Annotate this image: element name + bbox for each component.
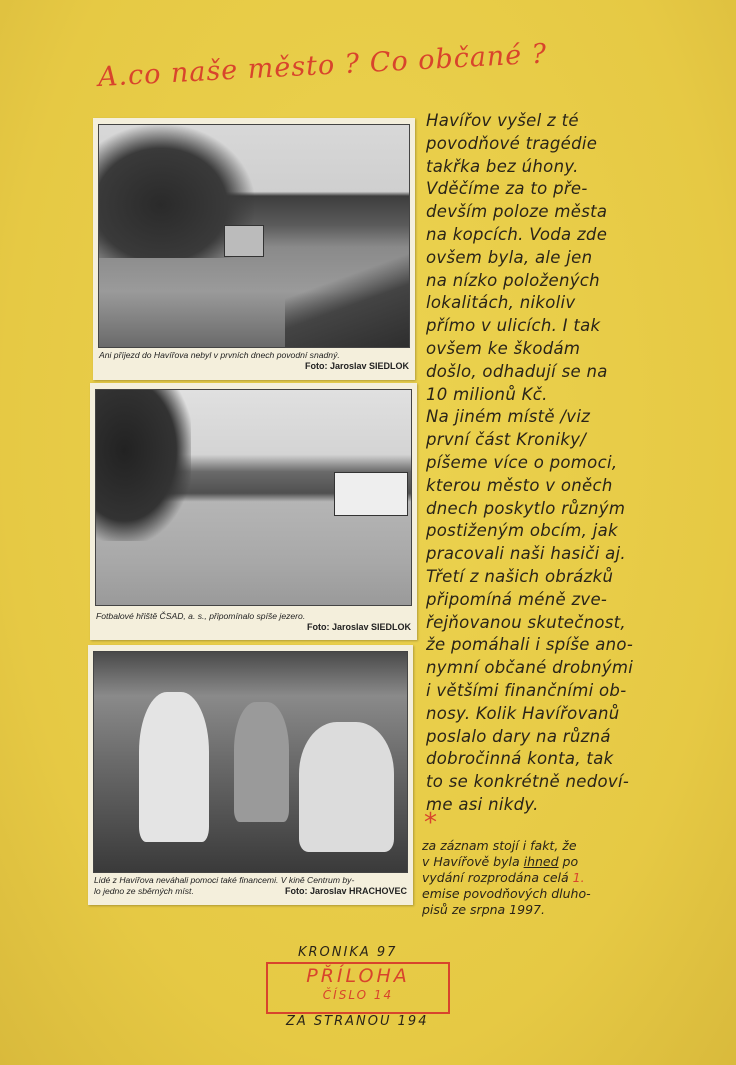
footnote-number: 1.: [572, 870, 585, 885]
handwritten-line: na kopcích. Voda zde: [426, 224, 608, 244]
handwritten-line: první část Kroniky/: [426, 430, 587, 450]
handwritten-line: řejňovanou skutečnost,: [426, 612, 626, 632]
photo-caption-line2: lo jedno ze sběrných míst.: [94, 886, 194, 896]
footnote-text: po: [558, 854, 579, 869]
handwritten-line: připomíná méně zve-: [426, 589, 608, 609]
photo-caption-line1: Lidé z Havířova neváhali pomoci také financemi. V kině Centrum by-: [94, 875, 355, 885]
asterisk-mark: *: [424, 808, 437, 838]
photo-donors-cinema: [93, 651, 408, 873]
photo-flooded-football-pitch: [95, 389, 412, 606]
photo-credit: Foto: Jaroslav HRACHOVEC: [284, 886, 407, 896]
footnote-line: za záznam stojí i fakt, že: [422, 838, 577, 853]
photo-flooded-road: [98, 124, 410, 348]
page-reference: ZA STRANOU 194: [286, 1014, 429, 1029]
handwritten-line: dnech poskytlo různým: [426, 498, 626, 518]
newspaper-clipping-3: [88, 645, 413, 905]
handwritten-line: došlo, odhadují se na: [426, 361, 608, 381]
handwritten-line: kterou město v oněch: [426, 475, 613, 495]
handwritten-line: píšeme více o pomoci,: [426, 452, 618, 472]
footnote-text: v Havířově byla: [422, 854, 524, 869]
stamp-line1: PŘÍLOHA: [306, 965, 410, 987]
footnote-line: pisů ze srpna 1997.: [422, 902, 545, 917]
chronicle-label: KRONIKA 97: [298, 945, 398, 960]
newspaper-clipping-2: [90, 383, 417, 640]
page-title: A.co naše město ? Co občané ?: [97, 38, 549, 93]
underlined-word: ihned: [523, 854, 559, 869]
handwritten-line: ovšem byla, ale jen: [426, 247, 593, 267]
handwritten-line: takřka bez úhony.: [426, 156, 579, 176]
stamp-line2: ČÍSLO 14: [322, 988, 394, 1002]
handwritten-line: i většími finančními ob-: [426, 680, 627, 700]
handwritten-line: Vděčíme za to pře-: [426, 179, 588, 199]
handwritten-line: me asi nikdy.: [426, 794, 539, 814]
handwritten-line: devším poloze města: [426, 202, 608, 222]
handwritten-line: 10 milionů Kč.: [426, 384, 548, 404]
handwritten-line: dobročinná konta, tak: [426, 749, 614, 769]
handwritten-line: Třetí z našich obrázků: [426, 566, 614, 586]
handwritten-line: ovšem ke škodám: [426, 338, 581, 358]
handwritten-line: poslalo dary na různá: [426, 726, 611, 746]
photo-caption: Fotbalové hřiště ČSAD, a. s., připomínalo spíše jezero.: [96, 611, 306, 621]
photo-credit: Foto: Jaroslav SIEDLOK: [306, 622, 411, 632]
handwritten-line: nymní občané drobnými: [426, 658, 634, 678]
footnote-line: emise povodňových dluho-: [422, 886, 591, 901]
newspaper-clipping-1: [93, 118, 415, 380]
handwritten-line: to se konkrétně nedoví-: [426, 772, 630, 792]
handwritten-line: na nízko položených: [426, 270, 600, 290]
footnote: [422, 838, 591, 918]
handwritten-line: pracovali naši hasiči aj.: [426, 544, 626, 564]
handwritten-line: nosy. Kolik Havířovanů: [426, 703, 620, 723]
handwritten-line: postiženým obcím, jak: [426, 521, 618, 541]
handwritten-text: [426, 110, 656, 817]
handwritten-line: Na jiném místě /viz: [426, 407, 591, 427]
attachment-stamp: [266, 962, 450, 1014]
footnote-text: vydání rozprodána celá: [422, 870, 573, 885]
photo-caption: Ani příjezd do Havířova nebyl v prvních dnech povodní snadný.: [99, 350, 340, 360]
handwritten-line: povodňové tragédie: [426, 133, 598, 153]
handwritten-line: přímo v ulicích. I tak: [426, 316, 601, 336]
handwritten-line: že pomáhali i spíše ano-: [426, 635, 634, 655]
handwritten-line: Havířov vyšel z té: [426, 111, 579, 130]
photo-credit: Foto: Jaroslav SIEDLOK: [304, 361, 409, 371]
handwritten-line: lokalitách, nikoliv: [426, 293, 576, 313]
